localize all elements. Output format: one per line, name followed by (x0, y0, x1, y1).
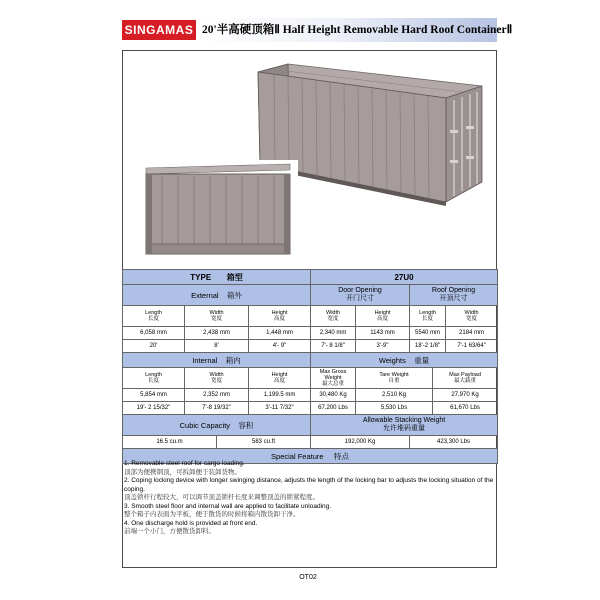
type-label: TYPE (190, 272, 212, 282)
door-height-label-cn: 高度 (377, 316, 389, 322)
internal-dimension-labels (123, 368, 498, 389)
roof-opening-heading (410, 285, 498, 306)
external-ft-row (123, 340, 498, 353)
table-cell: 1,448 mm (249, 327, 311, 340)
door-height-label: Height (374, 310, 391, 316)
external-heading (123, 285, 311, 306)
special-feature-label-cn: 特点 (333, 451, 349, 461)
table-cell: 61,670 Lbs (433, 402, 498, 415)
max-gross-label-cn: 最大总重 (322, 381, 345, 387)
table-cell: 2,352 mm (185, 389, 249, 402)
roof-length-heading (410, 306, 446, 327)
ext-height-heading (249, 306, 311, 327)
max-gross-heading (311, 368, 356, 389)
roof-width-label-cn: 宽度 (466, 316, 478, 322)
feature-notes (124, 460, 494, 537)
table-cell: 5,854 mm (123, 389, 185, 402)
door-width-heading (311, 306, 356, 327)
note-cn: 前端一个小门，方便散货卸料。 (124, 528, 215, 535)
table-cell: 8' (185, 340, 249, 353)
table-cell: 18'-2 1/8" (410, 340, 446, 353)
max-payload-heading (433, 368, 498, 389)
stacking-label: Allowable Stacking Weight (362, 417, 446, 424)
max-gross-label: Max Gross Weight (319, 369, 347, 381)
ext-width-label: Width (209, 310, 224, 316)
table-cell: 4'- 9" (249, 340, 311, 353)
door-width-label-cn: 宽度 (327, 316, 339, 322)
internal-mm-row (123, 389, 498, 402)
type-label-cn: 箱型 (226, 272, 243, 282)
external-dimension-labels (123, 306, 498, 327)
page-header (122, 18, 513, 42)
table-cell: 2184 mm (446, 327, 498, 340)
roof-width-heading (446, 306, 498, 327)
special-feature-label: Special Feature (271, 451, 324, 461)
table-cell: 2,340 mm (311, 327, 356, 340)
tare-label-cn: 自重 (388, 378, 400, 384)
type-label-cell (123, 270, 311, 285)
cubic-label-cn: 容积 (238, 420, 254, 430)
table-cell: 27,970 Kg (433, 389, 498, 402)
ext-height-label: Height (271, 310, 288, 316)
table-cell: 3'-11 7/32" (249, 402, 311, 415)
max-payload-label-cn: 最大载重 (454, 378, 477, 384)
spec-table (122, 269, 498, 464)
internal-label-cn: 箱内 (225, 355, 241, 365)
table-cell: 583 cu.ft (217, 436, 311, 449)
capacity-values-row (123, 436, 498, 449)
table-cell: 1143 mm (356, 327, 410, 340)
max-payload-label: Max Payload (449, 372, 481, 378)
table-cell: 2,510 Kg (356, 389, 433, 402)
int-length-heading (123, 368, 185, 389)
type-row (123, 270, 498, 285)
table-cell: 423,300 Lbs (410, 436, 498, 449)
table-cell: 2,438 mm (185, 327, 249, 340)
roof-length-label: Length (419, 310, 436, 316)
roof-width-label: Width (464, 310, 479, 316)
note-en: 1. Removable steel roof for cargo loading. (124, 460, 245, 467)
table-cell: 20' (123, 340, 185, 353)
door-opening-label: Door Opening (338, 287, 382, 294)
tare-heading (356, 368, 433, 389)
table-cell: 7'-1 63/64" (446, 340, 498, 353)
roof-opening-label: Roof Opening (431, 287, 476, 294)
external-mm-row (123, 327, 498, 340)
ext-width-label-cn: 宽度 (210, 316, 222, 322)
table-cell: 16.5 cu.m (123, 436, 217, 449)
table-cell: 30,480 Kg (311, 389, 356, 402)
ext-length-heading (123, 306, 185, 327)
note-cn: 顶盖锁杆行程较大，可以调节顶盖锁杆长度来调整顶盖的锁紧程度。 (124, 494, 319, 501)
type-value: 27U0 (311, 270, 498, 285)
ext-width-heading (185, 306, 249, 327)
cubic-heading (123, 415, 311, 436)
door-height-heading (356, 306, 410, 327)
internal-label: Internal (192, 355, 218, 365)
weights-heading (311, 353, 498, 368)
table-cell: 1,199.5 mm (249, 389, 311, 402)
page-code: OT02 (299, 574, 317, 581)
stacking-heading (311, 415, 498, 436)
int-length-label: Length (145, 372, 162, 378)
table-cell: 19'- 2 15/32" (123, 402, 185, 415)
int-width-label-cn: 宽度 (210, 378, 222, 384)
ext-length-label-cn: 长度 (147, 316, 159, 322)
ext-length-label: Length (145, 310, 162, 316)
int-width-label: Width (209, 372, 224, 378)
note-cn: 整个箱子内表面为平板，便于散货的时候将箱内散货卸干净。 (124, 511, 300, 518)
int-height-label: Height (271, 372, 288, 378)
stacking-label-cn: 允许堆码重量 (383, 425, 426, 432)
note-en: 2. Coping locking device with longer swinging distance, adjusts the length of the locking bar to adjusts the locking situation of the coping. (124, 477, 494, 493)
note-en: 4. One discharge hold is provided at front end. (124, 519, 258, 527)
page-title: 20'半高硬顶箱Ⅱ Half Height Removable Hard Roof ContainerⅡ (198, 18, 497, 42)
table-cell: 67,200 Lbs (311, 402, 356, 415)
internal-header-row (123, 353, 498, 368)
external-label-cn: 箱外 (226, 290, 242, 300)
tare-label: Tare Weight (379, 372, 409, 378)
capacity-header-row (123, 415, 498, 436)
roof-length-label-cn: 长度 (422, 316, 434, 322)
table-cell: 7'- 8 1/8" (311, 340, 356, 353)
int-height-label-cn: 高度 (274, 378, 286, 384)
table-cell: 192,000 Kg (311, 436, 410, 449)
singamas-logo: SINGAMAS (122, 20, 196, 40)
external-label: External (191, 290, 219, 300)
internal-ft-row (123, 402, 498, 415)
external-header-row (123, 285, 498, 306)
note-en: 3. Smooth steel floor and internal wall are applied to facilitate unloading. (124, 502, 332, 510)
door-opening-label-cn: 开门尺寸 (346, 295, 375, 302)
int-width-heading (185, 368, 249, 389)
door-opening-heading (311, 285, 410, 306)
table-cell: 6,058 mm (123, 327, 185, 340)
door-width-label: Width (326, 310, 341, 316)
table-cell: 3'-9" (356, 340, 410, 353)
table-cell: 5540 mm (410, 327, 446, 340)
internal-heading (123, 353, 311, 368)
int-height-heading (249, 368, 311, 389)
note-cn: 顶部为便携钢顶，可拆卸便于装卸货物。 (124, 468, 241, 476)
int-length-label-cn: 长度 (147, 378, 159, 384)
ext-height-label-cn: 高度 (274, 316, 286, 322)
weights-label-cn: 重量 (414, 355, 430, 365)
table-cell: 5,530 Lbs (356, 402, 433, 415)
weights-label: Weights (378, 355, 406, 365)
cubic-label: Cubic Capacity (179, 420, 231, 430)
roof-opening-label-cn: 开顶尺寸 (439, 295, 468, 302)
table-cell: 7'-8 19/32" (185, 402, 249, 415)
container-photo-front (138, 160, 298, 260)
